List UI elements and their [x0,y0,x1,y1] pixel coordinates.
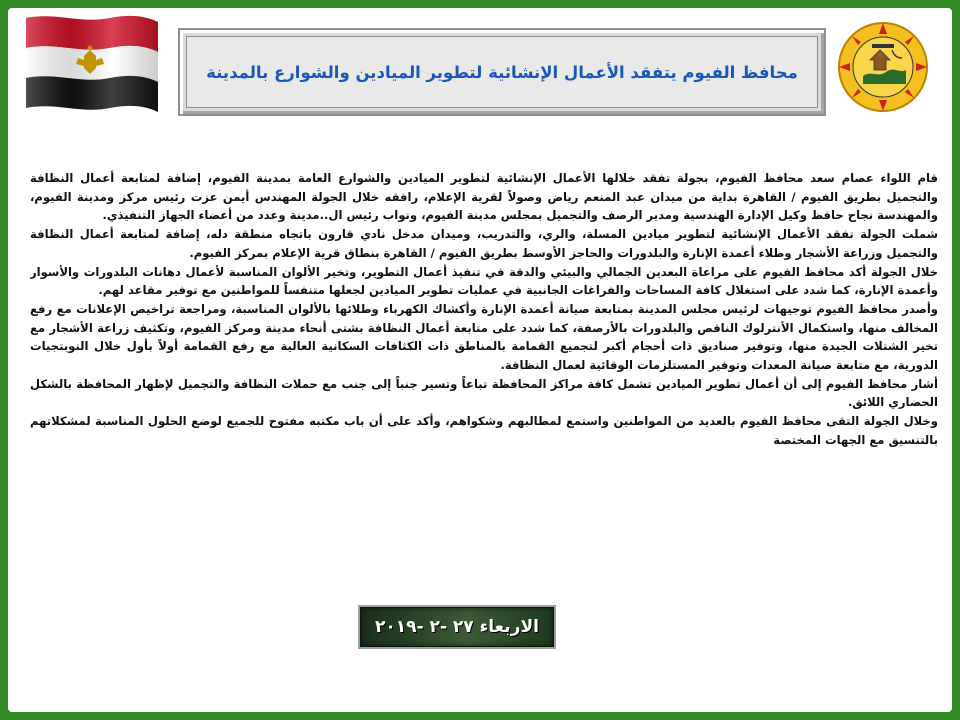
article-paragraph: خلال الجولة أكد محافظ الفيوم على مراعاة البعدين الجمالي والبيئي والدقة في تنفيذ أعمال التطوير، وتخير الألوان المناسبة لأعمال دهانات البلدورات والأسوار وأعمدة الإنارة، كما شدد على استغلال كافة المساحات والفراغات الجانبية في عمليات تطوير الميادين لجعلها متنفساً للمواطنين مع توفير مقاعد لهم. [30,264,938,298]
article-body [30,169,938,561]
date-label: الاربعاء ٢٧ -٢ -٢٠١٩ [375,617,539,637]
article-paragraph: أشار محافظ الفيوم إلى أن أعمال تطوير الميادين تشمل كافة مراكز المحافظة تباعاً وتسير جنباً إلى جنب مع حملات النظافة والتجميل لإظهار المحافظة بالشكل الحضاري اللائق. [30,376,938,410]
article-paragraph: وخلال الجولة التقى محافظ الفيوم بالعديد من المواطنين واستمع لمطالبهم وشكواهم، وأكد على أن باب مكتبه مفتوح للجميع لوضع الحلول المناسبة لمشكلاتهم بالتنسيق مع الجهات المختصة [30,414,938,447]
title-banner [178,28,826,116]
fayoum-governorate-logo [836,20,930,114]
article-paragraph: قام اللواء عصام سعد محافظ الفيوم، بجولة تفقد خلالها الأعمال الإنشائية لتطوير الميادين والشوارع العامة بمدينة الفيوم، إضافة لمتابعة أعمال النظافة والتجميل بطريق الفيوم / القاهرة بداية من ميدان عبد المنعم رياض وصولاً لقرية الإعلام، رافقه خلال الجولة المهندس أيمن عزت رئيس مركز ومدينة الفيوم، والمهندسة نجاح حافظ وكيل الإدارة الهندسية ومدير الرصف والتجميل بمجلس مدينة الفيوم، ونواب رئيس ال..مدينة وعدد من أعضاء الجهاز التنفيذي. [30,171,938,223]
slide-content [8,8,952,712]
date-badge [360,607,554,647]
article-paragraph: شملت الجولة تفقد الأعمال الإنشائية لتطوير ميادين المسلة، والري، والتدريب، وميدان مدخل نادي قارون باتجاه منطقة دله، إضافة لمتابعة أعمال النظافة والتجميل وزراعة الأشجار وطلاء أعمدة الإنارة والبلدورات والحاجز الأوسط بطريق الفيوم / القاهرة بنطاق قرية الإعلام بمركز الفيوم. [30,227,938,260]
page-title: محافظ الفيوم يتفقد الأعمال الإنشائية لتطوير الميادين والشوارع بالمدينة [206,62,798,82]
article-paragraph: وأصدر محافظ الفيوم توجيهات لرئيس مجلس المدينة بمتابعة صيانة أعمدة الإنارة وأكشاك الكهرباء وطلائها بالألوان المناسبة، ومراجعة تراخيص الإعلانات مع رفع المخالف منها، واستكمال الأنترلوك الناقص والبلدورات بالأرصفة، كما شدد على متابعة أعمال النظافة بشتى أنحاء مدينة ومركز الفيوم، وتكثيف زراعة الأشجار مع تخير الشتلات الجيدة منها، وتوفير صناديق ذات أحجام أكبر لتجميع القمامة بالمناطق ذات الكثافات السكانية العالية مع رفع القمامة أولاً بأول خلال النوبتجيات الدورية، مع متابعة صيانة المعدات وتوفير المستلزمات الوقائية لعمال النظافة. [30,301,938,373]
egypt-flag-icon [22,12,162,116]
